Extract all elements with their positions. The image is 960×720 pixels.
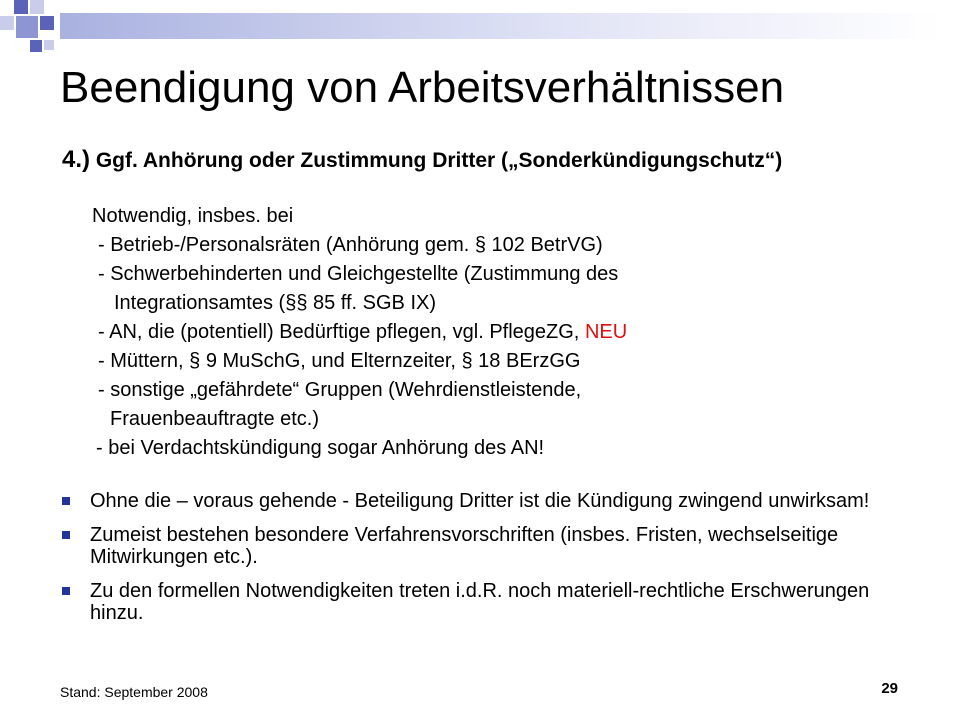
bullet-text: Zu den formellen Notwendigkeiten treten i.d.R. noch materiell-rechtliche Erschwerungen hinzu. (90, 580, 870, 624)
header-gradient-bar (60, 13, 940, 39)
content-line (62, 260, 922, 289)
content-line (62, 202, 922, 231)
bullet-item (62, 490, 922, 512)
square-bullet-icon (62, 497, 70, 505)
bullet-text: Zumeist bestehen besondere Verfahrensvorschriften (insbes. Fristen, wechselseitige Mitwirkungen etc.). (90, 524, 839, 568)
content-line-text: - Betrieb-/Personalsräten (Anhörung gem. § 102 BetrVG) (98, 234, 603, 256)
content-lines (62, 202, 922, 463)
slide-title: Beendigung von Arbeitsverhältnissen (60, 63, 785, 112)
subtitle-text: Ggf. Anhörung oder Zustimmung Dritter („Sonderkündigungschutz“) (90, 149, 783, 172)
deco-square (40, 16, 54, 30)
deco-square (0, 16, 14, 30)
content-line (62, 434, 922, 463)
content-line (62, 231, 922, 260)
square-bullet-icon (62, 531, 70, 539)
deco-square (14, 0, 28, 14)
deco-square (16, 16, 38, 38)
page-number: 29 (881, 680, 898, 697)
bullet-item (62, 524, 922, 568)
content-line-text: - Müttern, § 9 MuSchG, und Elternzeiter, § 18 BErzGG (98, 350, 581, 372)
content-line-text: Frauenbeauftragte etc.) (110, 408, 320, 430)
content-line (62, 376, 922, 405)
content-line-text: - bei Verdachtskündigung sogar Anhörung des AN! (96, 437, 545, 459)
new-highlight-label: NEU (584, 321, 628, 343)
slide-subtitle (62, 146, 782, 175)
bullet-list (62, 490, 922, 636)
bullet-text: Ohne die – voraus gehende - Beteiligung Dritter ist die Kündigung zwingend unwirksam! (90, 490, 870, 512)
square-bullet-icon (62, 587, 70, 595)
content-line (62, 318, 922, 347)
content-line-text: - sonstige „gefährdete“ Gruppen (Wehrdienstleistende, (98, 379, 582, 401)
footer-date: Stand: September 2008 (60, 684, 208, 700)
content-line (62, 405, 922, 434)
content-line (62, 347, 922, 376)
bullet-item (62, 580, 922, 624)
deco-square (30, 0, 44, 14)
content-line (62, 289, 922, 318)
deco-square (44, 40, 54, 50)
content-line-text: Notwendig, insbes. bei (92, 205, 294, 227)
content-line-text: - Schwerbehinderten und Gleichgestellte (Zustimmung des (98, 263, 619, 285)
deco-square (30, 40, 42, 52)
content-line-text: Integrationsamtes (§§ 85 ff. SGB IX) (114, 292, 437, 314)
content-line-text: - AN, die (potentiell) Bedürftige pflegen, vgl. PflegeZG, (98, 321, 585, 343)
subtitle-number: 4.) (62, 146, 91, 173)
